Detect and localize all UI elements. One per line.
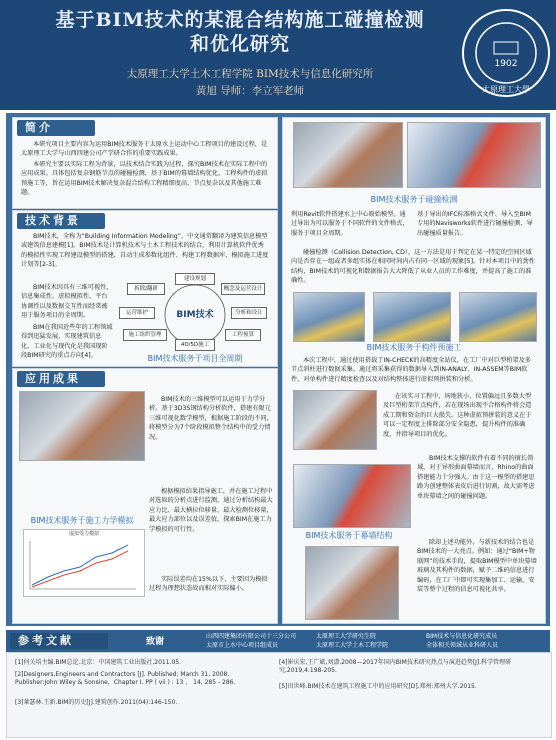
- collision-col-2: 基于导出的IFC标准格式文件、导入至BIM专用的Navisworks软件进行碰撞检测，导出碰撞质量报告。: [417, 211, 533, 237]
- diagram-node: 概念及运营设计: [221, 283, 265, 295]
- stress-chart: [23, 529, 145, 597]
- diagram-center-label: BIM技术: [176, 310, 214, 320]
- collision-paragraph: 碰撞检测（Collision Detection, CD），这一方法是用于判定在某一特定的空间区域内是否存在一组或者多组实体在相同时间内占有同一区域的现象[5]。针对本项目中的劲性结构，BIM技术的可视化和数据报告大大降低了从业人员的工作难度，并提高了施工的准确性。: [291, 249, 535, 285]
- background-paragraph-1: BIM技术，全称为“Building Information Modeling”。中文通常翻译为建筑信息模型或建筑信息建模[1]。BIM技术是计算机技术与土木工程技术的结合，利用计算机软件优秀的模拟性实现工程建设模型的搭建，自动生成参数化组件、构建工程数据库，模拟施工进度计划等[2-3]。: [21, 233, 269, 269]
- intro-panel: [12, 117, 278, 209]
- collision-image-2: [407, 122, 541, 188]
- results-paragraph-2: 根据模拟结果指导施工，并在施工过程中对选取的分析点进行监测，通过分析结构最大应力比、最大横拉位移量、最大检测位移量，最大应力部位以及误差值，探索BIM在施工力学模拟的可行性。: [149, 488, 273, 533]
- prefab-paragraph-2: 在该实习工程中，场地狭小，位置偏远且多数大型及巨型桁架节点构件，若在现场出现不合格构件将会造成工期和资金的巨大损失。这种虚拟预拼装的意义在于可以一定程度上排除部分安全隐患，提升构件的准确度，并指导项目的优化。: [383, 393, 532, 438]
- prefab-image-3: [459, 292, 537, 342]
- logo-year: 1902: [494, 59, 518, 69]
- mechanics-caption: BIM技术服务于施工力学模拟: [30, 516, 134, 525]
- prefab-caption: BIM技术服务于构件预施工: [366, 343, 462, 352]
- reference-item: [1]何关培主编.BIM总论.北京：中国建筑工业出版社,2011.05.: [15, 659, 182, 666]
- title-line-1: 基于BIM技术的某混合结构施工碰撞检测: [55, 9, 425, 31]
- diagram-node: 运营维护: [119, 307, 155, 319]
- poster-title: [30, 8, 450, 56]
- intro-title: 简介: [17, 120, 95, 136]
- curtain-caption: BIM技术服务于幕墙结构: [305, 531, 393, 540]
- background-title: 技术背景: [17, 213, 105, 229]
- background-paragraph-3: BIM在我国近些年的工程领域得到迅猛发展，实现建筑信息化、工业化与现代化是我国现阶段BIM研究的重点方向[4]。: [21, 324, 113, 360]
- prefab-image-2: [373, 292, 451, 342]
- diagram-node: 分析和设计: [231, 307, 267, 319]
- institution-line: 太原理工大学土木工程学院 BIM技术与信息化研究所: [126, 68, 374, 80]
- collision-image-1: [293, 122, 403, 188]
- stress-chart-title: 虚拟受力模拟: [68, 531, 99, 537]
- right-column-panel: [282, 117, 546, 624]
- thanks-label: 致谢: [146, 637, 165, 647]
- structure-model-image: [19, 391, 145, 461]
- thanks-item: 全体相关领域从业科研人员: [426, 642, 499, 649]
- prefab-paragraph-1: 本次工程中，通过使用搭载了IN-CHECK的高精度全站仪，在工厂中对巨型桁架及多节点斜柱进行数据采集。通过将采集获得的数据导入到IN-ANALY、IN-ASSEM等BIM软件，对单构件进行精度检查以及对结构整体进行虚拟预拼装和分析。: [291, 357, 531, 383]
- results-title: 应用成果: [17, 371, 105, 387]
- bim-lifecycle-diagram: [117, 271, 273, 353]
- references-list: [6, 652, 552, 738]
- curtain-wall-image-2: [305, 546, 399, 620]
- thanks-item: 太原理工大学土木工程学院: [316, 642, 389, 649]
- reference-item: [2]Designers,Engineers and Contractors [J]. Published: March 31, 2008. Publisher:John Wiley & Sonsine，Chapter I. PP ( vii ) : 13 ， 14, 285 - 286.: [15, 671, 236, 686]
- diagram-node: 拆除/翻新: [127, 283, 165, 295]
- thanks-item: 山西四建集团有限公司十三分公司: [206, 633, 297, 640]
- university-logo: [460, 8, 552, 102]
- reference-item: [5]田世峰.BIM技术在建筑工程施工中的应用研究[D].郑州:郑州大学.2015.: [279, 683, 477, 690]
- diagram-node: 4D/5D施工: [175, 339, 215, 351]
- logo-cn-text: 太原理工大學: [482, 85, 530, 94]
- title-line-2: 和优化研究: [189, 33, 290, 55]
- results-panel: [12, 368, 278, 624]
- prefab-image-1: [293, 292, 365, 342]
- background-panel: [12, 210, 278, 367]
- references-title: 参考文献: [10, 633, 108, 649]
- results-paragraph-3: 实际误差均在15%以下，主要因为模拟过程为理想状态故而相对实际偏小。: [149, 576, 268, 593]
- reference-item: [4]崔庆宏,王广斌,刘潇.2008—2017年国内BIM技术研究热点与演进趋势[J].科学管理研究,2019,4:198-205.: [279, 659, 512, 674]
- diagram-node: 工程预算: [225, 329, 261, 341]
- results-paragraph-1: BIM技术的三维模型可以运用于力学分析。基于3D3S钢结构分析软件，搭建有限元三维可视化数学模型，根据施工阶段的不同，将模型分为7个阶段模拟整个结构中的受力情况。: [149, 396, 273, 441]
- thanks-item: 太原市上水中心项目组成员: [206, 642, 279, 649]
- curtain-paragraph-2: 除却上述功能外，与新技术的结合也是BIM技术的一大亮点。例如：通过“BIM+物联网”的技术手段，提取BIM模型中单块幕墙玻璃及其构件的数据，赋予二维码信息进行编码，在工厂中即可实现集加工、运输、安装等整个过程的信息可视化共享。: [417, 539, 537, 594]
- authors-line: 黄旭 导师：李立军老师: [195, 85, 305, 97]
- reference-item: [3]莱瑟林.王新.BIM的历史[J].建筑创作.2011(04):146-150.: [15, 699, 178, 706]
- background-paragraph-2: BIM技术因具有三维可视性、信息集成性、虚拟模拟性、平台协调性以及数据交互性而经常被用于服务项目的全周期。: [21, 284, 113, 320]
- diagram-node: 建设规划: [175, 273, 215, 285]
- intro-paragraph-2: 本研究主要以实际工程为背景，以技术结合实践为过程，探究BIM技术在实际工程中的应用成果。具体包括复杂钢筋节点的碰撞检测，基于BIM的幕墙结构优化、工程构件的虚拟预施工等，旨在运用BIM技术解决复杂混合结构工程精细度高、节点复杂以及其他施工难题。: [21, 160, 268, 197]
- thanks-item: BIM技术与信息化研究成员: [426, 633, 498, 640]
- intro-paragraph-1: 本研究项目主要内容为运用BIM技术服务于太原水上运动中心工程项目的建设过程，是太原理工大学与山西四建公司产学研合作的重要实践成果。: [21, 141, 268, 158]
- prefab-truss-image: [293, 390, 377, 450]
- thanks-item: 太原理工大学研究生院: [316, 633, 377, 640]
- curtain-paragraph-1: BIM技术支撑的软件有着不同的擅长领域，对于异形曲面幕墙而言，Rhino的曲面搭建能力十分强大。由于这一模型的搭建思路为创建整体表皮后进行切割，故大需考虑单块幕墙之间的碰撞问题。: [417, 455, 535, 500]
- diagram-node: 施工组织管理: [123, 329, 167, 341]
- background-caption: BIM技术服务于项目全周期: [147, 354, 243, 363]
- curtain-wall-image-1: [293, 464, 411, 528]
- references-bar: [6, 630, 550, 652]
- collision-col-1: 利用Revit软件搭建水上中心原始模型。通过导出为可以服务于不同软件的文件格式，服务于项目全周期。: [291, 211, 409, 237]
- collision-caption: BIM技术服务于碰撞检测: [370, 195, 458, 204]
